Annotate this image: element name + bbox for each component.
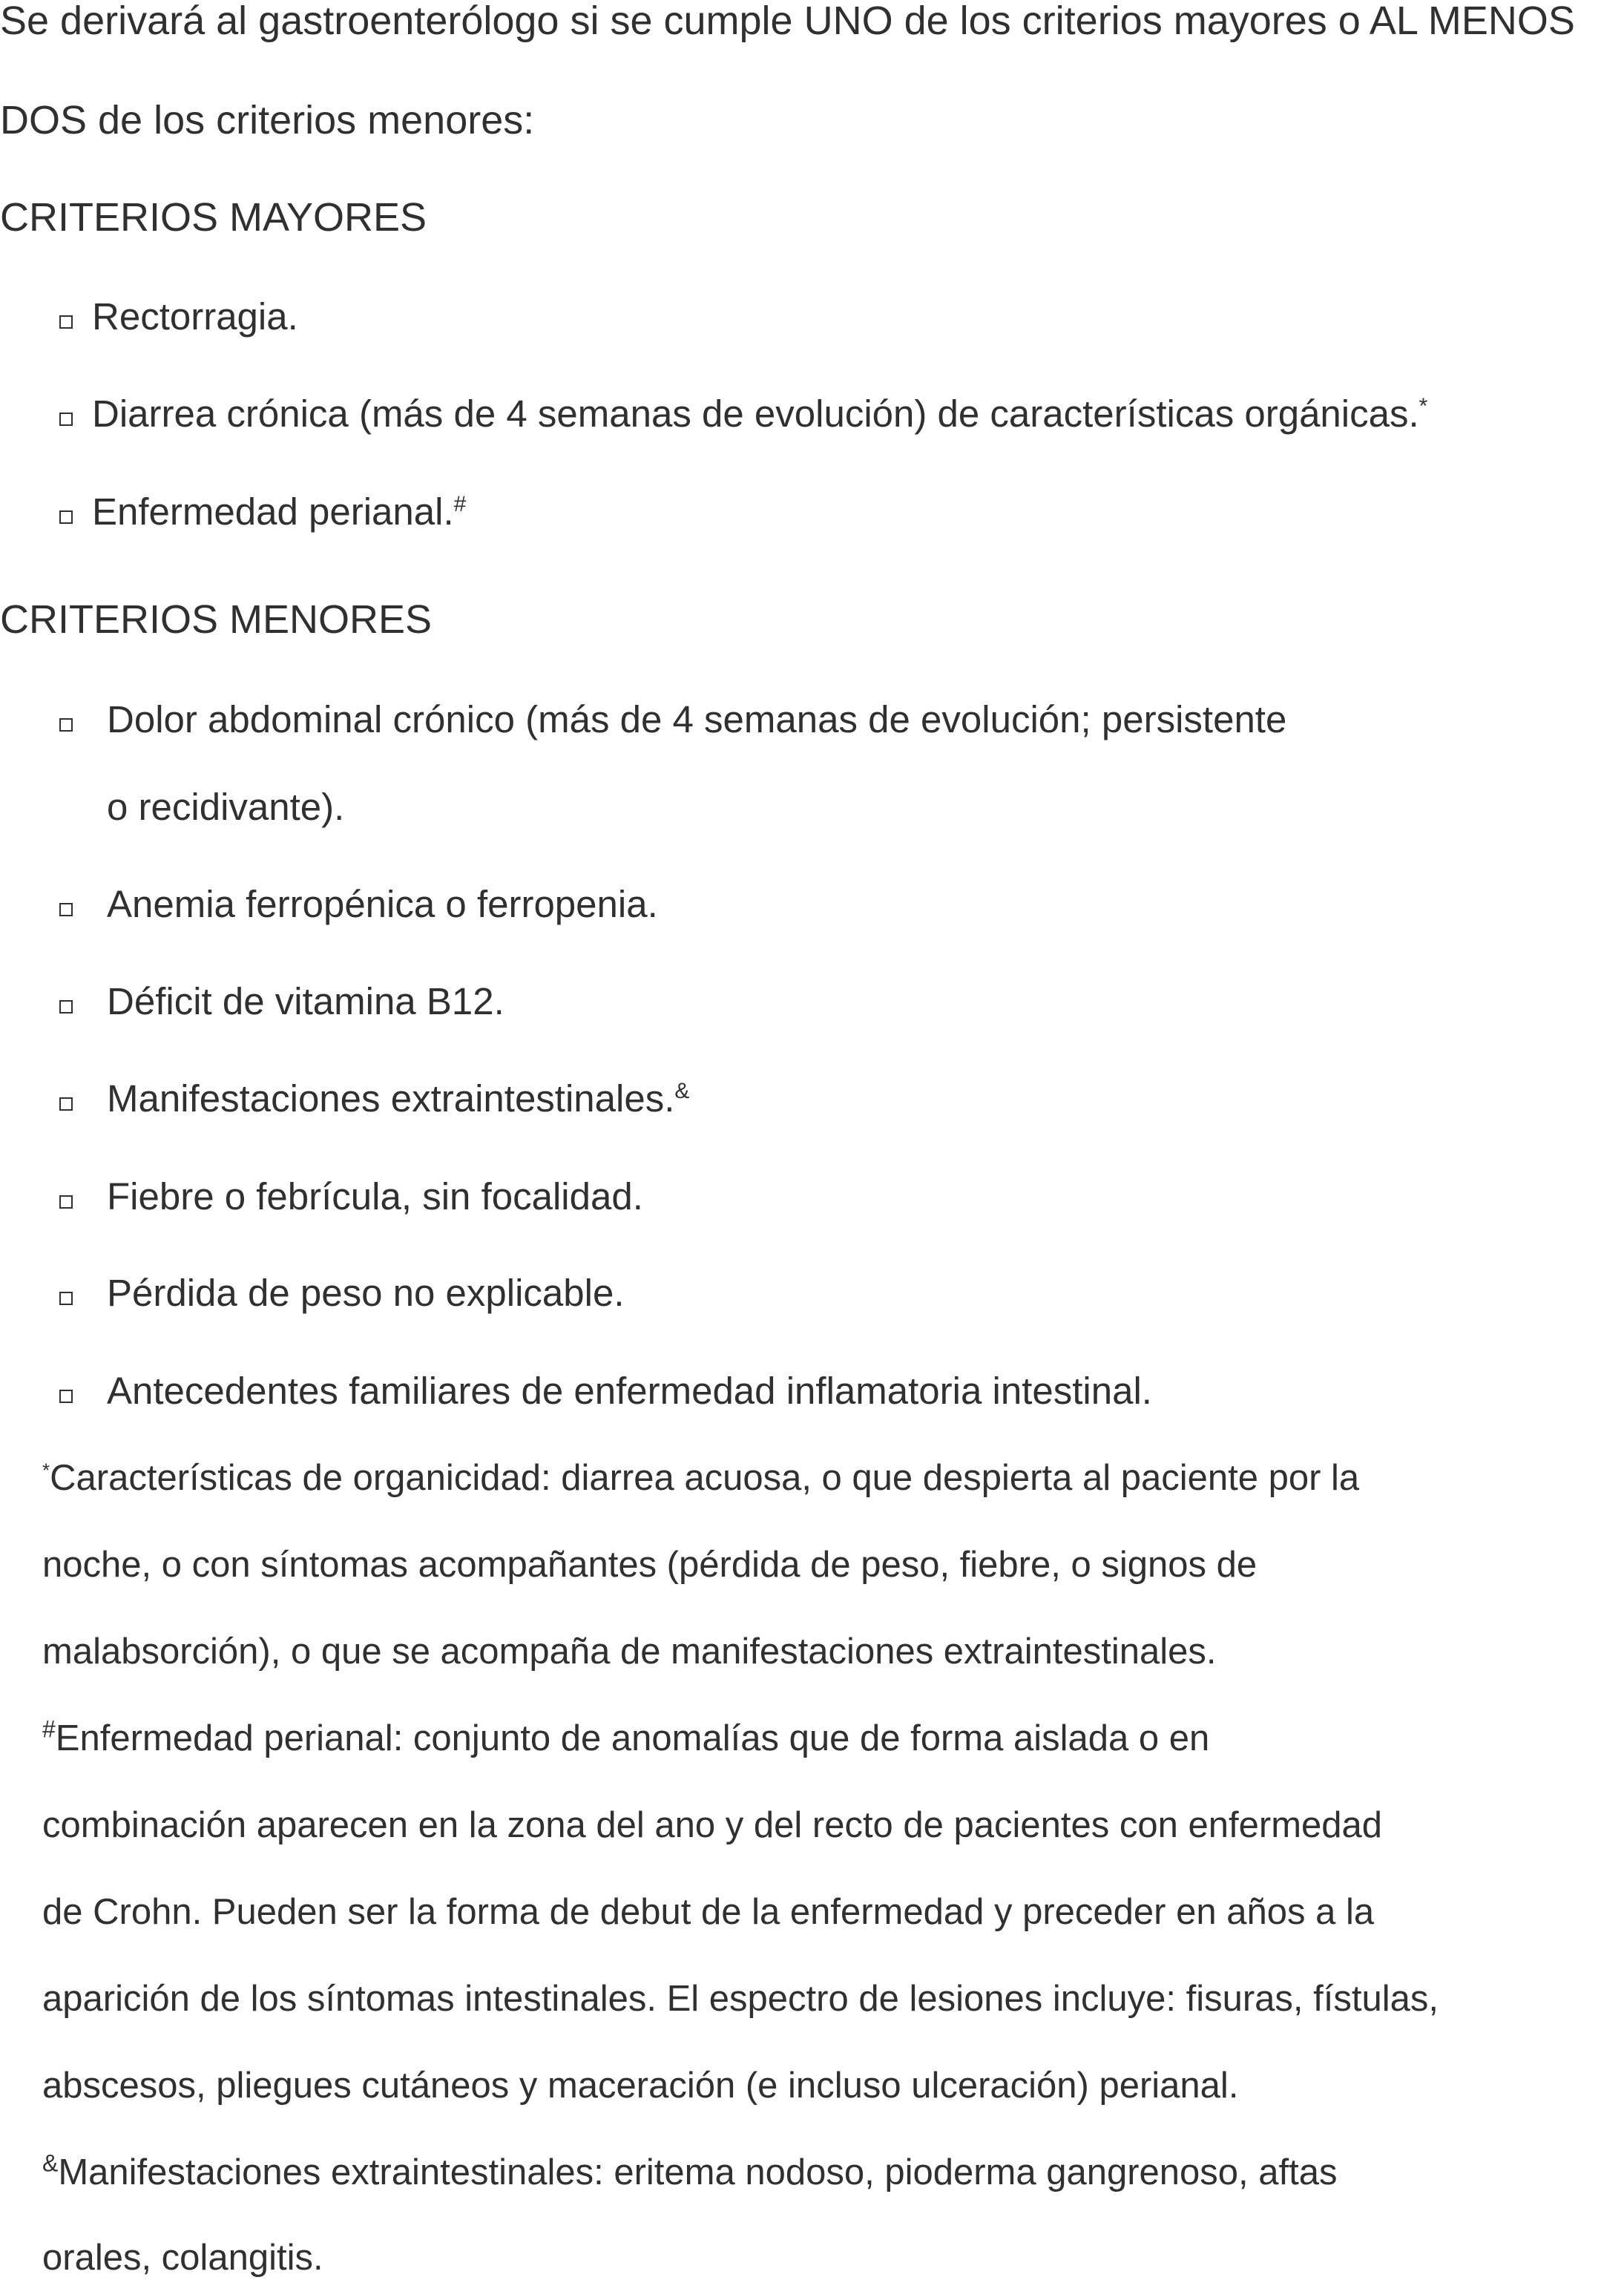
footnote-extraintestinales-line: orales, colangitis.: [42, 2238, 323, 2278]
footnote-perianal-line: de Crohn. Pueden ser la forma de debut de la enfermedad y preceder en años a la: [42, 1892, 1375, 1932]
footnote-perianal-line: #Enfermedad perianal: conjunto de anomalías que de forma aislada o en: [42, 1715, 1210, 1758]
checkbox-square-icon: [59, 510, 73, 524]
footnote-mark: #: [42, 1715, 56, 1743]
menores-item-text: Fiebre o febrícula, sin focalidad.: [107, 1175, 643, 1218]
checkbox-square-icon: [59, 1097, 73, 1111]
menores-item-text: Antecedentes familiares de enfermedad inflamatoria intestinal.: [107, 1370, 1152, 1412]
menores-item-text: Pérdida de peso no explicable.: [107, 1272, 625, 1314]
footnote-mark: &: [674, 1079, 690, 1103]
mayores-item-text: Diarrea crónica (más de 4 semanas de evolución) de características orgánicas.*: [92, 392, 1428, 435]
checkbox-square-icon: [59, 1195, 73, 1209]
mayores-heading: CRITERIOS MAYORES: [0, 195, 427, 240]
footnote-mark: *: [1418, 394, 1428, 418]
menores-item-text: Déficit de vitamina B12.: [107, 980, 504, 1022]
footnote-mark: &: [42, 2149, 59, 2177]
intro-line-2: DOS de los criterios menores:: [0, 98, 535, 142]
footnote-mark: *: [42, 1459, 50, 1482]
mayores-item-text: Rectorragia.: [92, 295, 298, 338]
footnote-perianal-line: combinación aparecen en la zona del ano y del recto de pacientes con enfermedad: [42, 1805, 1383, 1845]
checkbox-square-icon: [59, 1000, 73, 1013]
footnote-perianal-line: aparición de los síntomas intestinales. El espectro de lesiones incluye: fisuras, fístulas,: [42, 1979, 1439, 2019]
footnote-organicidad-line: *Características de organicidad: diarrea acuosa, o que despierta al paciente por la: [42, 1458, 1360, 1498]
intro-line-1: Se derivará al gastroenterólogo si se cumple UNO de los criterios mayores o AL MENOS: [0, 0, 1575, 43]
checkbox-square-icon: [59, 718, 73, 732]
menores-heading: CRITERIOS MENORES: [0, 597, 433, 642]
checkbox-square-icon: [59, 1390, 73, 1403]
checkbox-square-icon: [59, 903, 73, 916]
footnote-organicidad-line: noche, o con síntomas acompañantes (pérdida de peso, fiebre, o signos de: [42, 1545, 1258, 1585]
footnote-mark: #: [453, 492, 467, 516]
checkbox-square-icon: [59, 1292, 73, 1305]
mayores-item-text: Enfermedad perianal.#: [92, 490, 467, 533]
footnote-extraintestinales-line: &Manifestaciones extraintestinales: eritema nodoso, pioderma gangrenoso, aftas: [42, 2149, 1338, 2192]
menores-item-text: Manifestaciones extraintestinales.&: [107, 1077, 690, 1120]
menores-item-text: Dolor abdominal crónico (más de 4 semanas de evolución; persistente: [107, 698, 1287, 740]
footnote-perianal-line: abscesos, pliegues cutáneos y maceración (e incluso ulceración) perianal.: [42, 2066, 1239, 2106]
checkbox-square-icon: [59, 413, 73, 426]
menores-item-text: Anemia ferropénica o ferropenia.: [107, 883, 658, 925]
checkbox-square-icon: [59, 315, 73, 329]
menores-item-continuation: o recidivante).: [107, 786, 345, 828]
footnote-organicidad-line: malabsorción), o que se acompaña de manifestaciones extraintestinales.: [42, 1632, 1217, 1672]
